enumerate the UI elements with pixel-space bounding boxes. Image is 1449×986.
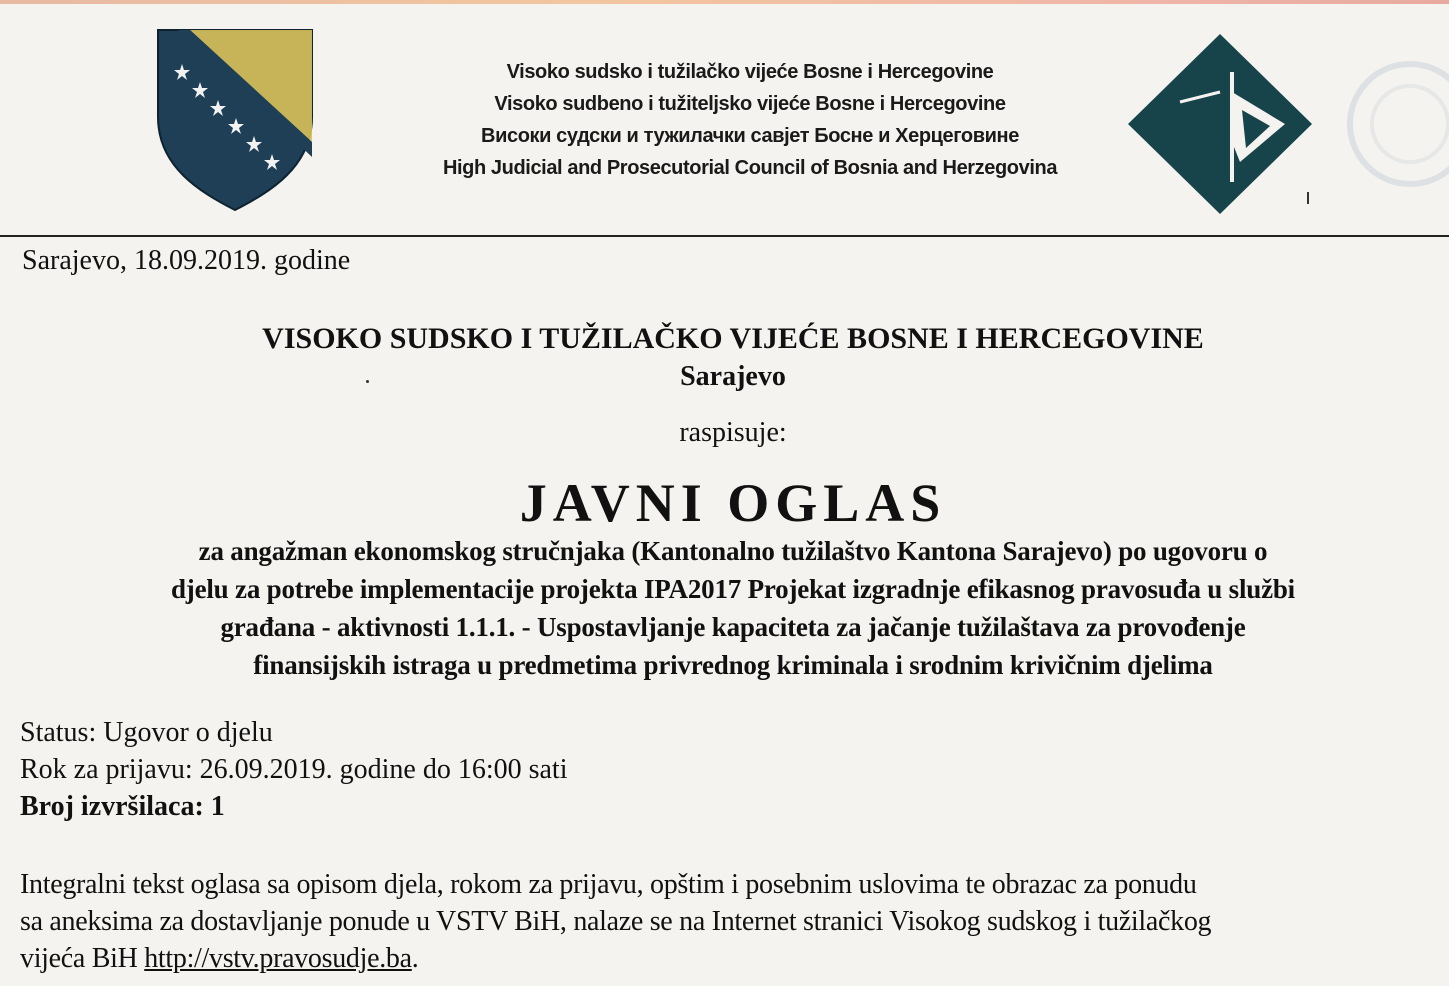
page-title: JAVNI OGLAS bbox=[519, 473, 947, 533]
announcement-subject bbox=[0, 532, 1449, 684]
footer-line-prefix: vijeća BiH bbox=[20, 943, 145, 974]
council-name-english: High Judicial and Prosecutorial Council of Bosnia and Herzegovina bbox=[442, 157, 1058, 179]
bih-coat-of-arms-icon bbox=[150, 22, 320, 212]
website-link[interactable]: http://vstv.pravosudje.ba bbox=[144, 943, 412, 974]
council-names bbox=[380, 56, 1120, 184]
document-date: Sarajevo, 18.09.2019. godine bbox=[22, 245, 351, 276]
council-name-serbian: Високи судски и тужилачки савјет Босне и Херцеговине bbox=[481, 125, 1019, 147]
footer-line: sa aneksima za dostavljanje ponude u VSTV BiH, nalaze se na Internet stranici Visokog sudskog i tužilačkog bbox=[20, 906, 1212, 937]
footer-line-with-link bbox=[20, 940, 1440, 977]
header-divider bbox=[0, 235, 1449, 237]
subject-line: građana - aktivnosti 1.1.1. - Uspostavljanje kapaciteta za jačanje tužilaštava za provođenje bbox=[220, 612, 1246, 642]
subject-line: finansijskih istraga u predmetima privrednog kriminala i srodnim krivičnim djelima bbox=[253, 650, 1213, 680]
footer-paragraph bbox=[20, 866, 1440, 977]
status-line: Status: Ugovor o djelu bbox=[20, 717, 273, 748]
organization-name: VISOKO SUDSKO I TUŽILAČKO VIJEĆE BOSNE I HERCEGOVINE bbox=[262, 322, 1204, 355]
deadline-line: Rok za prijavu: 26.09.2019. godine do 16:00 sati bbox=[20, 754, 568, 785]
announces-text: raspisuje: bbox=[679, 417, 787, 448]
subject-line: djelu za potrebe implementacije projekta IPA2017 Projekat izgradnje efikasnog pravosuđa u službi bbox=[170, 574, 1295, 604]
bleed-through-mark bbox=[1320, 44, 1449, 194]
letterhead bbox=[0, 4, 1449, 230]
hjpc-diamond-logo-icon bbox=[1120, 32, 1320, 217]
footer-line: Integralni tekst oglasa sa opisom djela, rokom za prijavu, opštim i posebnim uslovima te obrazac za ponudu bbox=[20, 869, 1197, 900]
footer-line-suffix: . bbox=[411, 943, 419, 974]
organization-city: Sarajevo bbox=[680, 361, 786, 392]
subject-line: za angažman ekonomskog stručnjaka (Kantonalno tužilaštvo Kantona Sarajevo) po ugovoru o bbox=[198, 536, 1268, 566]
council-name-croatian: Visoko sudbeno i tužiteljsko vijeće Bosne i Hercegovine bbox=[494, 93, 1006, 115]
executors-count: Broj izvršilaca: 1 bbox=[20, 791, 225, 822]
council-name-bosnian: Visoko sudsko i tužilačko vijeće Bosne i Hercegovine bbox=[506, 61, 994, 83]
announcement-details bbox=[20, 714, 568, 825]
